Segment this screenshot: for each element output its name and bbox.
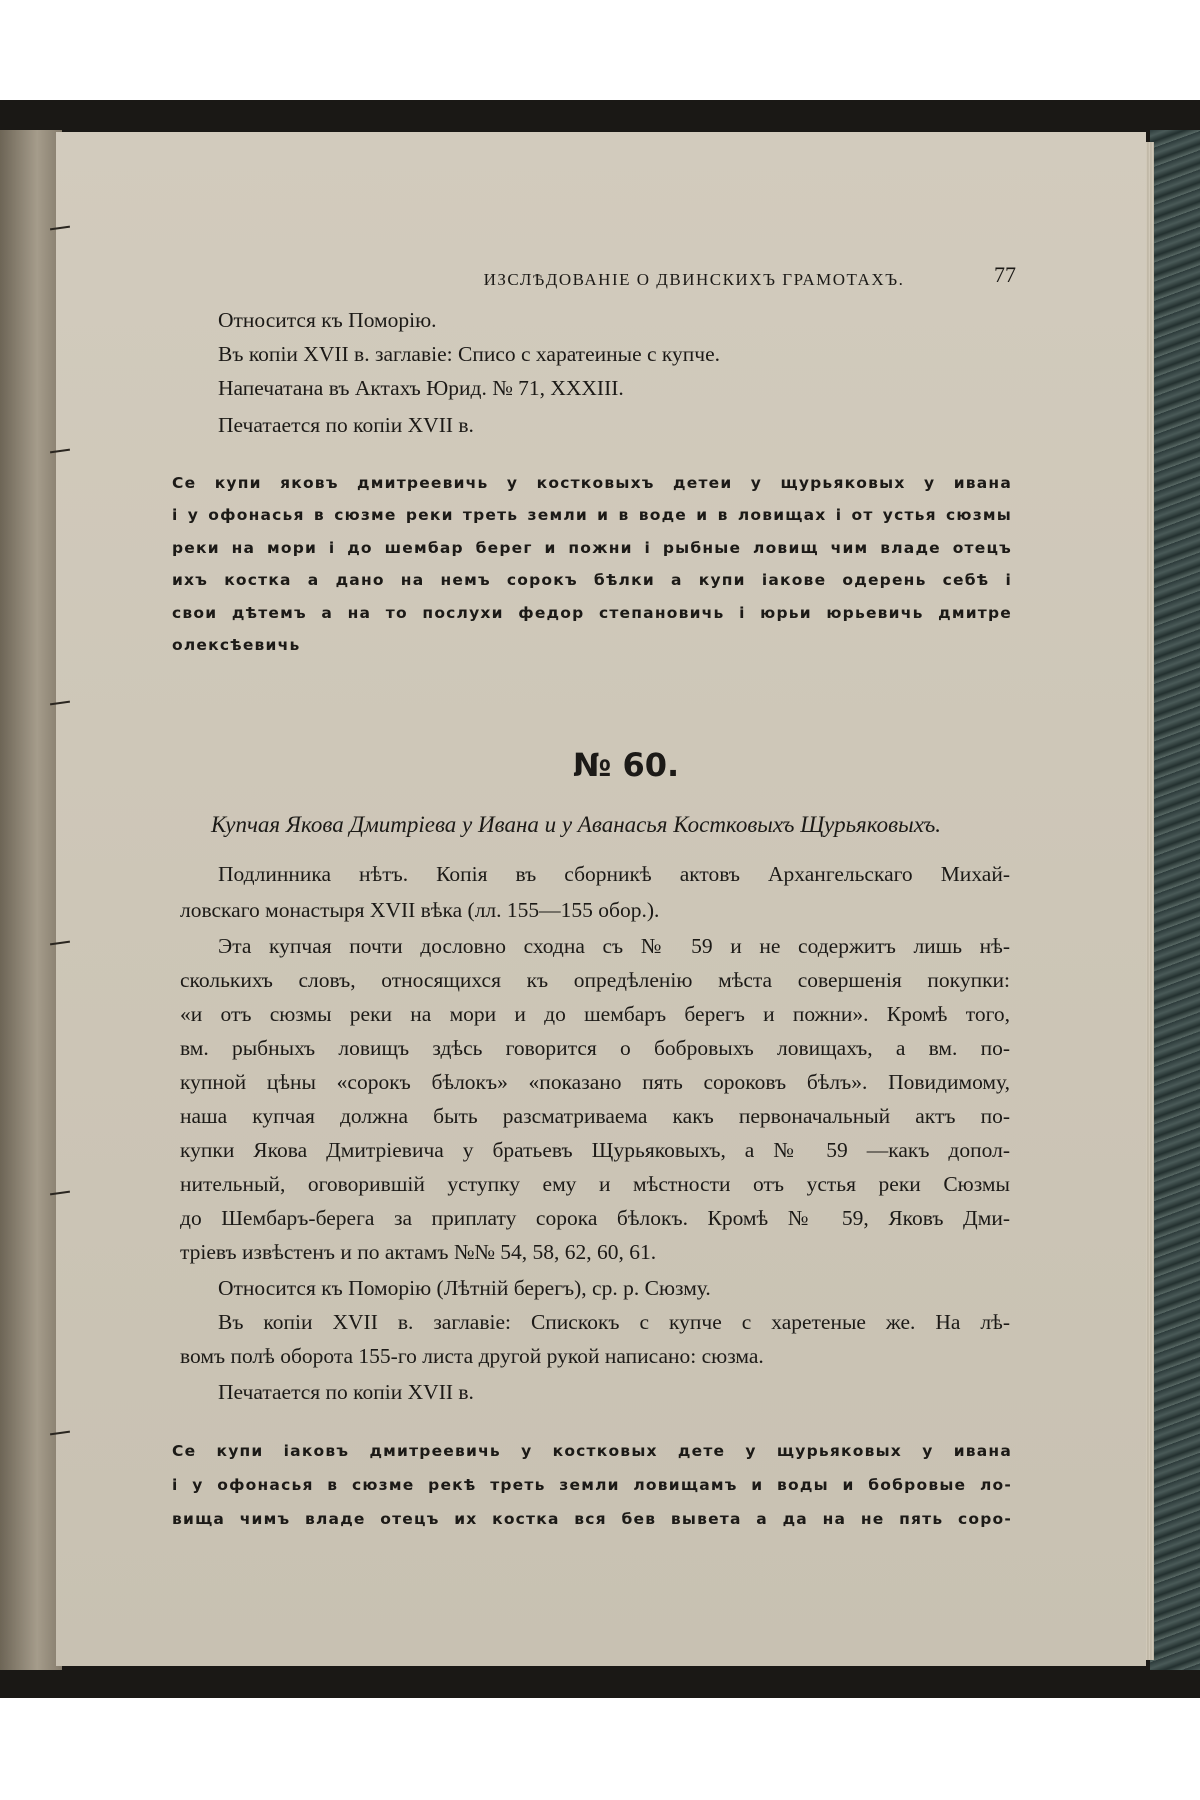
commentary-line: Подлинника нѣтъ. Копія въ сборникѣ актовъ Архангельскаго Михай- — [218, 862, 1010, 886]
document-number: № 60. — [572, 746, 680, 784]
running-header: ИЗСЛѢДОВАНІЕ О ДВИНСКИХЪ ГРАМОТАХЪ. — [483, 270, 905, 289]
facing-page-edge — [0, 130, 62, 1670]
commentary-line: наша купчая должна быть разсматриваема какъ первоначальный актъ по- — [180, 1104, 1010, 1128]
intro-note: Печатается по копіи XVII в. — [218, 413, 474, 437]
book-page — [56, 132, 1146, 1666]
charter-59-line: реки на мори і до шембар берег и пожни і рыбные ловищ чим владе отецъ — [172, 539, 1012, 557]
commentary-line: Въ копіи XVII в. заглавіе: Спискокъ с купче с харетеные же. На лѣ- — [218, 1310, 1010, 1334]
charter-60-line: і у офонасья в сюзме рекѣ треть земли ловищамъ и воды и бобровые ло- — [172, 1476, 1012, 1494]
commentary-line: ловскаго монастыря XVII вѣка (лл. 155—155 обор.). — [180, 898, 660, 922]
charter-59-line: Се купи яковъ дмитреевичь у костковыхъ детеи у щурьяковых у ивана — [172, 474, 1012, 492]
charter-60-line: Се купи іаковъ дмитреевичь у костковых дете у щурьяковых у ивана — [172, 1442, 1012, 1460]
charter-59-line: олексѣевичь — [172, 636, 301, 654]
commentary-line: вм. рыбныхъ ловищъ здѣсь говорится о бобровыхъ ловищахъ, а вм. по- — [180, 1036, 1010, 1060]
commentary-line: сколькихъ словъ, относящихся къ опредѣленію мѣста совершенія покупки: — [180, 968, 1010, 992]
commentary-line: Эта купчая почти дословно сходна съ № 59 и не содержитъ лишь нѣ- — [218, 934, 1010, 958]
charter-59-line: свои дѣтемъ а на то послухи федор степановичь і юрьи юрьевичь дмитре — [172, 604, 1012, 622]
commentary-line: нительный, оговорившій уступку ему и мѣстности отъ устья реки Сюзмы — [180, 1172, 1010, 1196]
page-number: 77 — [994, 262, 1016, 287]
intro-note: Напечатана въ Актахъ Юрид. № 71, XXXIII. — [218, 376, 624, 400]
charter-60-line: вища чимъ владе отецъ их костка вся бев вывета а да на не пять соро- — [172, 1510, 1012, 1528]
commentary-line: купки Якова Дмитріевича у братьевъ Щурьяковыхъ, а № 59 —какъ допол- — [180, 1138, 1010, 1162]
intro-note: Относится къ Поморію. — [218, 308, 437, 332]
commentary-line: до Шембаръ-берега за приплату сорока бѣлокъ. Кромѣ № 59, Яковъ Дми- — [180, 1206, 1010, 1230]
intro-note: Въ копіи XVII в. заглавіе: Списо с харатеиные с купче. — [218, 342, 721, 366]
book-photo — [0, 100, 1200, 1698]
book-cover-edge — [1150, 130, 1200, 1670]
commentary-line: купной цѣны «сорокъ бѣлокъ» «показано пять сороковъ бѣлъ». Повидимому, — [180, 1070, 1010, 1094]
charter-59-line: ихъ костка а дано на немъ сорокъ бѣлки а купи іакове одерень себѣ і — [172, 571, 1012, 589]
commentary-line: Печатается по копіи XVII в. — [218, 1380, 474, 1404]
document-title: Купчая Якова Дмитріева у Ивана и у Аванасья Костковыхъ Щурьяковыхъ. — [210, 812, 942, 837]
commentary-line: «и отъ сюзмы реки на мори и до шембаръ берегъ и пожни». Кромѣ того, — [180, 1002, 1010, 1026]
commentary-line: вомъ полѣ оборота 155-го листа другой рукой написано: сюзма. — [180, 1344, 764, 1368]
charter-59-line: і у офонасья в сюзме реки треть земли и в воде и в ловищах і от устья сюзмы — [172, 506, 1012, 524]
commentary-line: Относится къ Поморію (Лѣтній берегъ), ср. р. Сюзму. — [218, 1276, 711, 1300]
commentary-line: тріевъ извѣстенъ и по актамъ №№ 54, 58, 62, 60, 61. — [180, 1240, 657, 1264]
